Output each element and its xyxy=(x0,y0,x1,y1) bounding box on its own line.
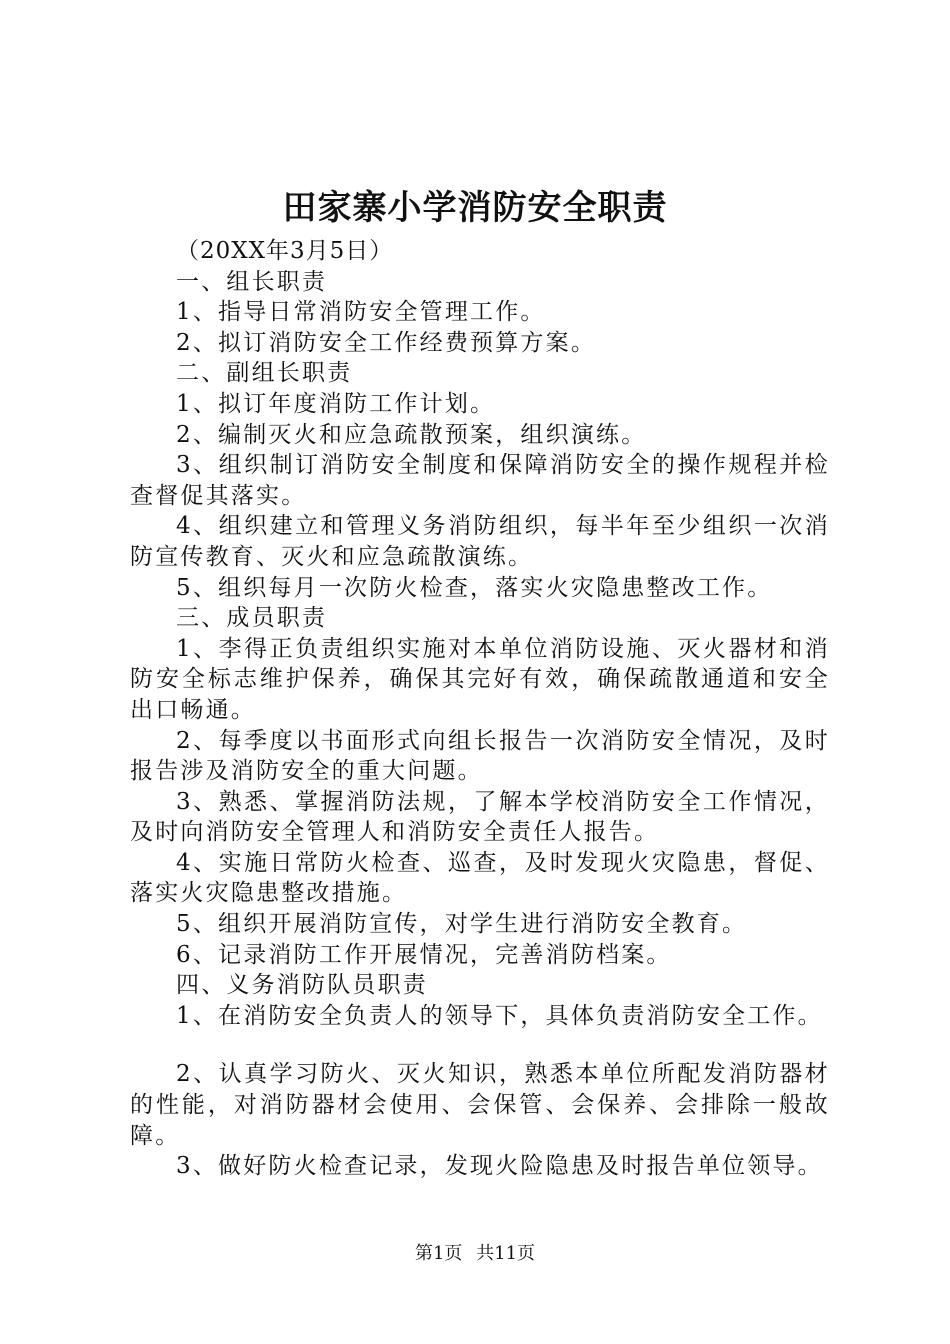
paragraph: 3、做好防火检查记录，发现火险隐患及时报告单位领导。 xyxy=(176,1153,823,1180)
document-title: 田家寨小学消防安全职责 xyxy=(282,188,668,228)
paragraph: 2、认真学习防火、灭火知识，熟悉本单位所配发消防器材的性能，对消防器材会使用、会保管、会保养、会排除一般故障。 xyxy=(130,1061,830,1149)
paragraph: 3、组织制订消防安全制度和保障消防安全的操作规程并检查督促其落实。 xyxy=(130,452,830,509)
page-number: 第1页 xyxy=(414,1243,463,1264)
paragraph: 3、熟悉、掌握消防法规，了解本学校消防安全工作情况，及时向消防安全管理人和消防安全责任人报告。 xyxy=(130,788,830,846)
paragraph: 2、每季度以书面形式向组长报告一次消防安全情况，及时报告涉及消防安全的重大问题。 xyxy=(130,727,830,785)
paragraph: 1、在消防安全负责人的领导下，具体负责消防安全工作。 xyxy=(176,1002,823,1029)
blank-line xyxy=(130,1031,830,1059)
page-total: 共11页 xyxy=(476,1243,536,1264)
section-heading: 一、组长职责 xyxy=(176,268,328,295)
paragraph: 5、组织开展消防宣传，对学生进行消防安全教育。 xyxy=(176,911,748,938)
paragraph: 4、实施日常防火检查、巡查，及时发现火灾隐患，督促、落实火灾隐患整改措施。 xyxy=(130,849,830,907)
paragraph: 2、编制灭火和应急疏散预案，组织演练。 xyxy=(176,421,647,448)
paragraph: 1、拟订年度消防工作计划。 xyxy=(176,390,496,417)
paragraph: 1、指导日常消防安全管理工作。 xyxy=(176,299,546,326)
paragraph: 1、李得正负责组织实施对本单位消防设施、灭火器材和消防安全标志维护保养，确保其完好有效，确保疏散通道和安全出口畅通。 xyxy=(130,635,830,723)
section-heading: 三、成员职责 xyxy=(176,605,328,632)
page-footer xyxy=(0,1242,950,1266)
paragraph: 5、组织每月一次防火检查，落实火灾隐患整改工作。 xyxy=(176,574,773,601)
paragraph: 2、拟订消防安全工作经费预算方案。 xyxy=(176,329,597,356)
section-heading: 二、副组长职责 xyxy=(176,360,353,387)
document-body xyxy=(130,236,830,1182)
paragraph: 6、记录消防工作开展情况，完善消防档案。 xyxy=(176,941,672,968)
section-heading: 四、义务消防队员职责 xyxy=(176,972,428,999)
document-date: （20XX年3月5日） xyxy=(176,238,394,264)
paragraph: 4、组织建立和管理义务消防组织，每半年至少组织一次消防宣传教育、灭火和应急疏散演练。 xyxy=(130,513,830,570)
